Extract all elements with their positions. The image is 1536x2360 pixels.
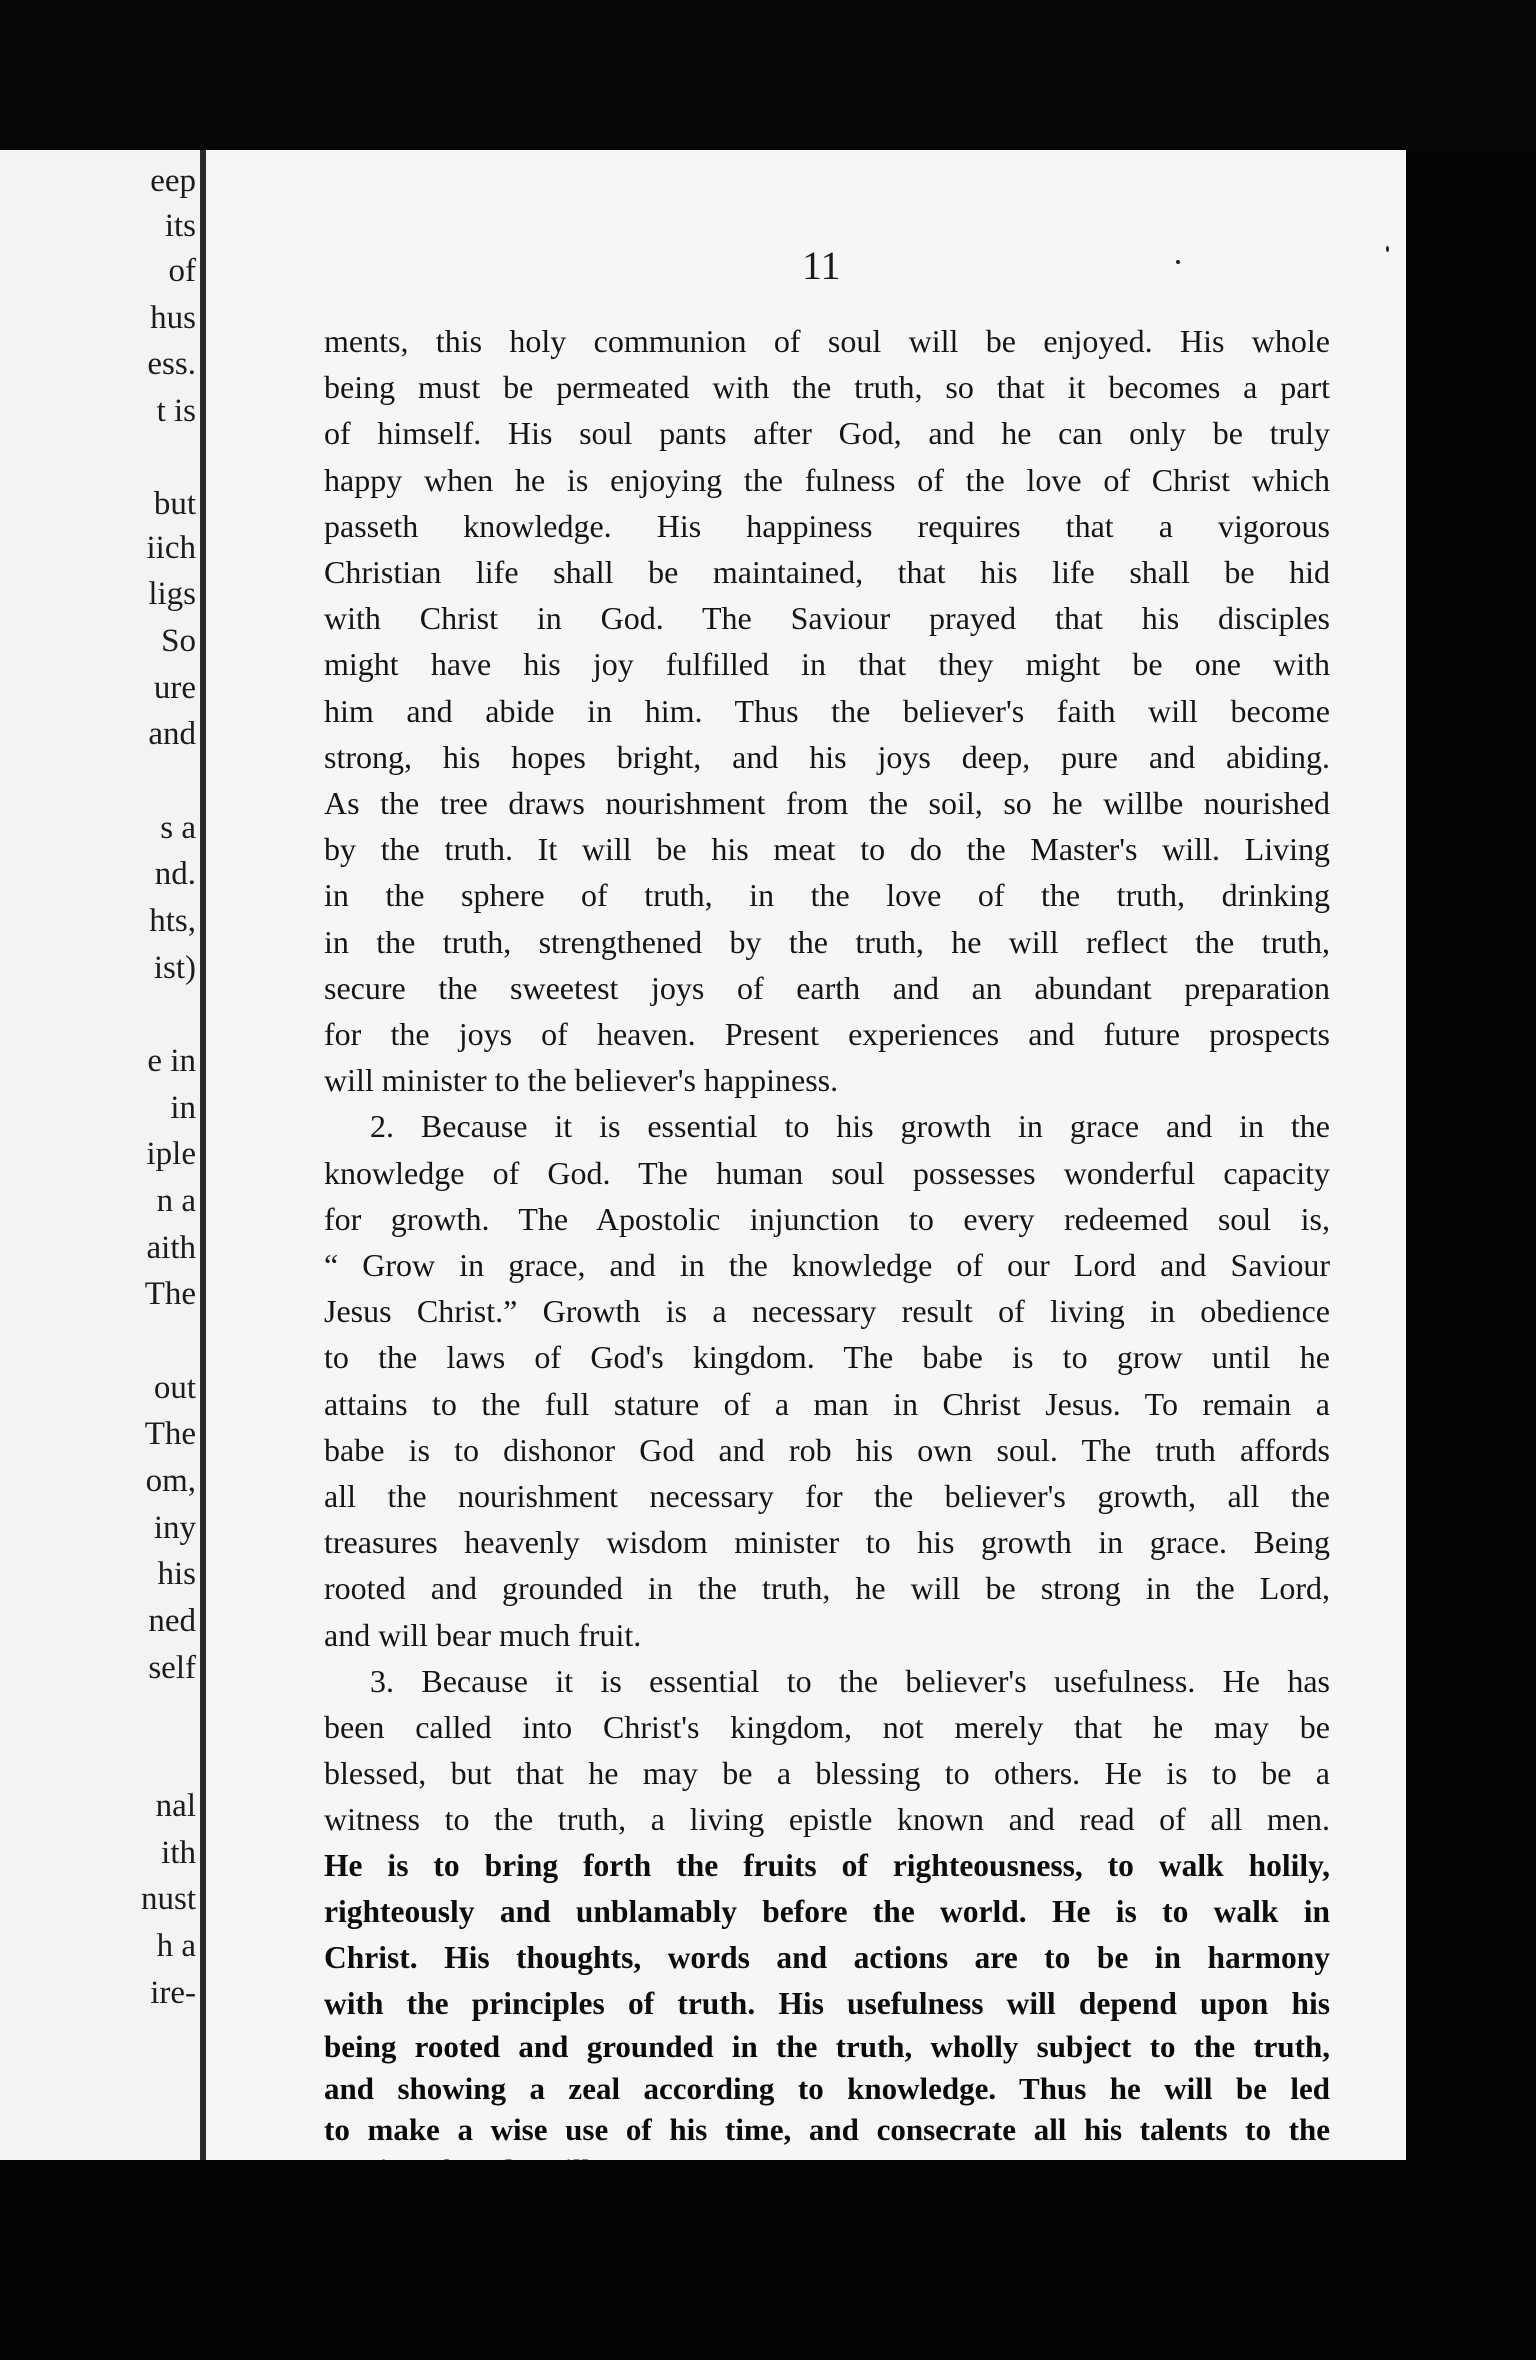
body-text-line: happy when he is enjoying the fulness of the love of Christ which	[324, 461, 1330, 498]
left-page-line: So	[161, 623, 196, 659]
scan-top-border	[0, 0, 1536, 150]
left-page-line: t is	[156, 393, 196, 429]
body-text-line: witness to the truth, a living epistle known and read of all men.	[324, 1801, 1330, 1838]
body-text-line: will minister to the believer's happiness.	[324, 1062, 839, 1099]
left-page-line: nd.	[154, 856, 196, 892]
body-text-line: for growth. The Apostolic injunction to every redeemed soul is,	[324, 1200, 1330, 1237]
scan-bottom-border	[0, 2160, 1406, 2360]
body-text-line: to the laws of God's kingdom. The babe is to grow until he	[324, 1339, 1330, 1376]
left-page-line: its	[164, 208, 196, 244]
left-page-line: iich	[146, 530, 196, 566]
left-page-line: hus	[150, 300, 196, 336]
left-page-line: ure	[153, 670, 196, 706]
body-text-line: righteously and unblamably before the world. He is to walk in	[324, 1893, 1330, 1929]
body-text-line: all the nourishment necessary for the believer's growth, all the	[324, 1478, 1330, 1514]
left-page-line: nust	[140, 1881, 196, 1917]
body-text-line: and showing a zeal according to knowledge. Thus he will be led	[324, 2071, 1330, 2107]
left-page-line: aith	[146, 1230, 196, 1266]
left-page-line: e in	[147, 1043, 196, 1079]
body-text-line: might have his joy fulfilled in that they might be one with	[324, 646, 1330, 683]
body-text-line: him and abide in him. Thus the believer's faith will become	[324, 692, 1330, 729]
left-page-line: but	[153, 486, 196, 522]
left-page-line: iple	[146, 1136, 196, 1172]
body-text-line: As the tree draws nourishment from the soil, so he willbe nourished	[324, 785, 1330, 821]
left-page-line: hts,	[149, 903, 196, 939]
body-text-line: with the principles of truth. His usefulness will depend upon his	[324, 1986, 1330, 2022]
left-page-line: nal	[155, 1788, 196, 1824]
left-page-line: eep	[150, 163, 196, 199]
left-page-line: ned	[148, 1603, 196, 1639]
left-page-line: ire-	[150, 1975, 196, 2011]
body-text-line: knowledge of God. The human soul possesses wonderful capacity	[324, 1154, 1330, 1191]
left-page-line: and	[148, 716, 196, 752]
left-page-line: out	[153, 1370, 196, 1406]
body-text-line: strong, his hopes bright, and his joys deep, pure and abiding.	[324, 738, 1330, 775]
body-text-line: “ Grow in grace, and in the knowledge of our Lord and Saviour	[324, 1247, 1330, 1283]
left-page-line: ess.	[147, 346, 196, 382]
left-page-line: ist)	[153, 950, 196, 986]
body-text-line: rooted and grounded in the truth, he will be strong in the Lord,	[324, 1570, 1330, 1607]
left-page-line: his	[157, 1556, 196, 1592]
body-text-line: in the truth, strengthened by the truth, he will reflect the truth,	[324, 923, 1330, 960]
body-text-line: ments, this holy communion of soul will be enjoyed. His whole	[324, 323, 1330, 359]
body-text-line: attains to the full stature of a man in Christ Jesus. To remain a	[324, 1385, 1330, 1422]
body-text-line: for the joys of heaven. Present experiences and future prospects	[324, 1016, 1330, 1052]
left-page-line: n a	[156, 1183, 196, 1219]
body-text-line: passeth knowledge. His happiness requires that a vigorous	[324, 507, 1330, 544]
scan-right-border	[1406, 150, 1536, 2360]
left-page-line: ith	[161, 1835, 196, 1871]
left-page-line: The	[144, 1276, 196, 1312]
left-page-line: s a	[160, 810, 196, 846]
body-text-line: being rooted and grounded in the truth, wholly subject to the truth,	[324, 2028, 1330, 2064]
body-text-line: and will bear much fruit.	[324, 1616, 642, 1653]
body-text-line: by the truth. It will be his meat to do the Master's will. Living	[324, 831, 1330, 868]
left-page-line: om,	[145, 1463, 196, 1499]
body-text-line: Christian life shall be maintained, that his life shall be hid	[324, 554, 1330, 590]
body-text-line: babe is to dishonor God and rob his own soul. The truth affords	[324, 1431, 1330, 1468]
body-text-line: being must be permeated with the truth, so that it becomes a part	[324, 369, 1330, 406]
body-text-line: 3. Because it is essential to the believer's usefulness. He has	[370, 1662, 1330, 1699]
body-text-line: secure the sweetest joys of earth and an abundant preparation	[324, 969, 1330, 1006]
left-page-line: The	[144, 1416, 196, 1452]
body-text-line: of himself. His soul pants after God, and he can only be truly	[324, 415, 1330, 452]
left-page-line: iny	[153, 1510, 196, 1546]
body-text-line: treasures heavenly wisdom minister to his growth in grace. Being	[324, 1524, 1330, 1561]
left-page-line: ligs	[148, 576, 196, 612]
body-text-line: He is to bring forth the fruits of righteousness, to walk holily,	[324, 1847, 1330, 1883]
left-page-line: h a	[156, 1928, 196, 1964]
left-page-line: in	[170, 1090, 196, 1126]
body-text-line: 2. Because it is essential to his growth in grace and in the	[370, 1108, 1330, 1145]
body-text-line: to make a wise use of his time, and consecrate all his talents to the	[324, 2112, 1330, 2148]
body-text-line: Christ. His thoughts, words and actions are to be in harmony	[324, 1940, 1330, 1975]
body-text-line: been called into Christ's kingdom, not merely that he may be	[324, 1709, 1330, 1745]
right-page	[206, 150, 1406, 2160]
left-page-line: self	[148, 1650, 196, 1686]
left-page-fragment	[0, 150, 200, 2160]
body-text-line: in the sphere of truth, in the love of the truth, drinking	[324, 877, 1330, 914]
page-number: 11	[802, 243, 841, 288]
body-text-line: blessed, but that he may be a blessing to others. He is to be a	[324, 1755, 1330, 1792]
left-page-line: of	[168, 253, 196, 289]
body-text-line: Jesus Christ.” Growth is a necessary result of living in obedience	[324, 1293, 1330, 1330]
body-text-line: with Christ in God. The Saviour prayed that his disciples	[324, 600, 1330, 637]
